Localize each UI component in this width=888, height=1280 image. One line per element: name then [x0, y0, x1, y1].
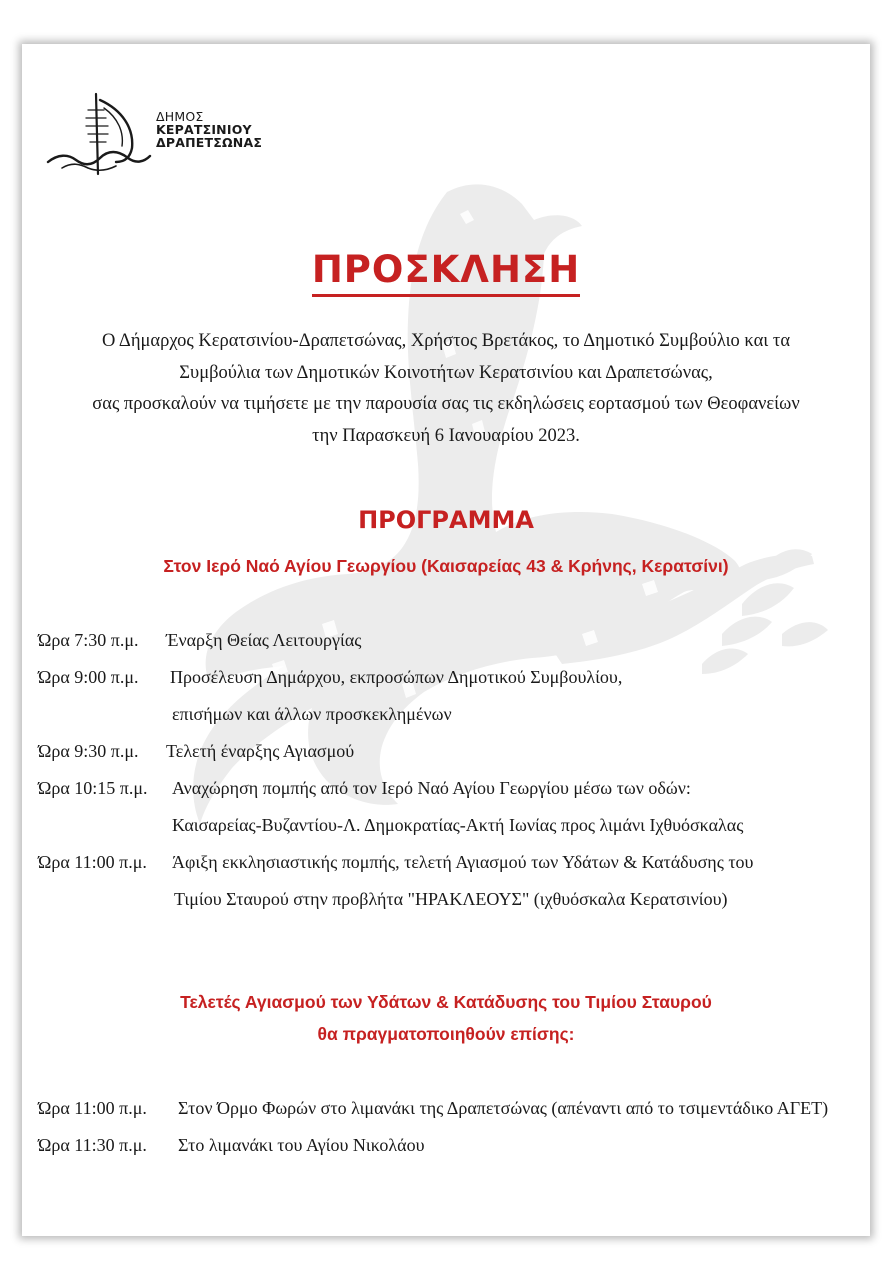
logo-line-keratsini: ΚΕΡΑΤΣΙΝΙΟΥ [156, 122, 252, 137]
schedule-time: Ώρα 11:00 π.μ. [38, 852, 147, 872]
blessings-subtitle-line: Τελετές Αγιασμού των Υδάτων & Κατάδυσης του Τιμίου Σταυρού [180, 992, 712, 1012]
intro-line: Ο Δήμαρχος Κερατσινίου-Δραπετσώνας, Χρήστος Βρετάκος, το Δημοτικό Συμβούλιο και τα [101, 331, 791, 351]
intro-paragraph [42, 326, 850, 452]
schedule-description: Στο λιμανάκι του Αγίου Νικολάου [178, 1135, 425, 1155]
schedule-description: Άφιξη εκκλησιαστικής πομπής, τελετή Αγιασμού των Υδάτων & Κατάδυσης του [172, 852, 754, 872]
ship-sail-logo-icon [44, 88, 154, 178]
schedule-description: Έναρξη Θείας Λειτουργίας [166, 630, 362, 650]
logo-text [156, 110, 262, 149]
schedule-time: Ώρα 11:00 π.μ. [38, 1098, 147, 1118]
municipality-logo [44, 88, 284, 178]
invitation-title-text: ΠΡΟΣΚΛΗΣΗ [312, 248, 580, 297]
schedule-description: Προσέλευση Δημάρχου, εκπροσώπων Δημοτικού Συμβουλίου, [170, 667, 623, 687]
schedule-description: Αναχώρηση πομπής από τον Ιερό Ναό Αγίου Γεωργίου μέσω των οδών: [172, 778, 691, 798]
schedule-time: Ώρα 9:30 π.μ. [38, 741, 139, 761]
schedule-time: Ώρα 9:00 π.μ. [38, 667, 139, 687]
invitation-title [22, 248, 870, 297]
schedule-description: Στον Όρμο Φωρών στο λιμανάκι της Δραπετσώνας (απέναντι από το τσιμεντάδικο ΑΓΕΤ) [178, 1098, 829, 1118]
schedule-time: Ώρα 11:30 π.μ. [38, 1135, 147, 1155]
program-venue: Στον Ιερό Ναό Αγίου Γεωργίου (Καισαρείας 43 & Κρήνης, Κερατσίνι) [163, 556, 729, 576]
schedule-time: Ώρα 10:15 π.μ. [38, 778, 148, 798]
logo-line-demos: ΔΗΜΟΣ [156, 109, 204, 124]
schedule-description: Τελετή έναρξης Αγιασμού [166, 741, 355, 761]
blessings-subtitle-line: θα πραγματοποιηθούν επίσης: [317, 1024, 575, 1044]
schedule-time: Ώρα 7:30 π.μ. [38, 630, 139, 650]
intro-line: την Παρασκευή 6 Ιανουαρίου 2023. [312, 425, 580, 446]
intro-line: σας προσκαλούν να τιμήσετε με την παρουσία σας τις εκδηλώσεις εορτασμού των Θεοφανείων [92, 394, 800, 414]
schedule-description: Καισαρείας-Βυζαντίου-Λ. Δημοκρατίας-Ακτή Ιωνίας προς λιμάνι Ιχθυόσκαλας [172, 815, 744, 835]
invitation-sheet [22, 44, 870, 1236]
intro-line: Συμβούλια των Δημοτικών Κοινοτήτων Κερατσινίου και Δραπετσώνας, [179, 362, 713, 383]
schedule-description: επισήμων και άλλων προσκεκλημένων [172, 704, 452, 724]
schedule-description: Τιμίου Σταυρού στην προβλήτα "ΗΡΑΚΛΕΟΥΣ" (ιχθυόσκαλα Κερατσινίου) [174, 889, 728, 909]
program-heading: ΠΡΟΓΡΑΜΜΑ [358, 506, 534, 534]
logo-line-drapetsona: ΔΡΑΠΕΤΣΩΝΑΣ [156, 135, 263, 150]
dove-with-olive-branch-icon [22, 44, 870, 1236]
blessings-subtitle [22, 986, 870, 1050]
